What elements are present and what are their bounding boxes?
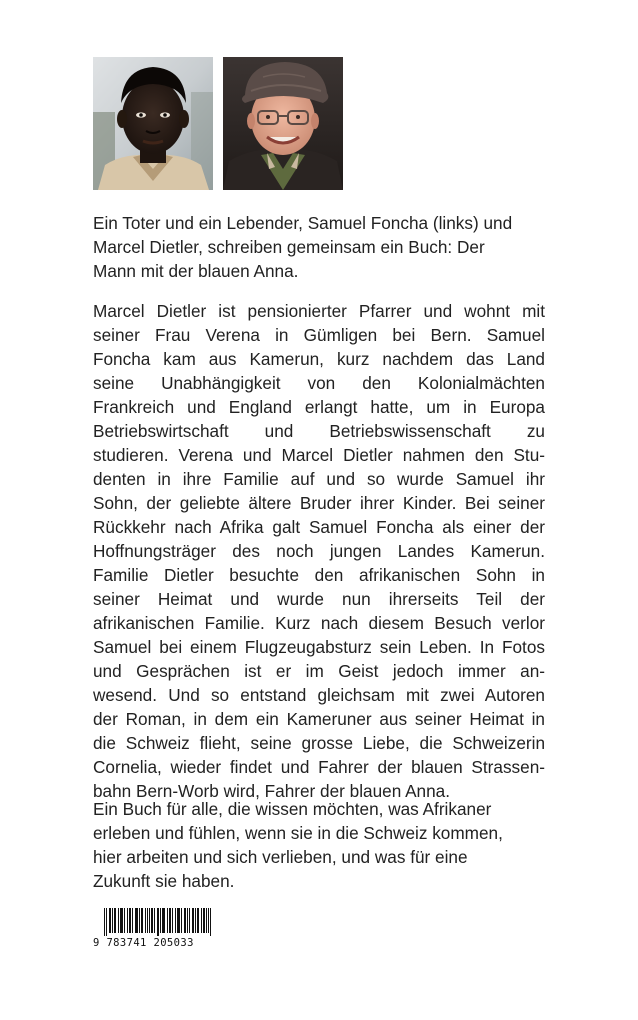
intro-line: Mann mit der blauen Anna. — [93, 261, 299, 281]
barcode-bar — [152, 908, 153, 933]
barcode-bar — [197, 908, 198, 933]
closing-line: erleben und fühlen, wenn sie in die Schweiz kommen, — [93, 823, 503, 843]
main-line: Samuel bei einem Flugzeugabsturz sein Leben. In Fotos — [93, 637, 545, 657]
barcode-bar — [145, 908, 146, 933]
main-line: Sohn, der geliebte ältere Bruder ihrer Kinder. Bei seiner — [93, 493, 545, 513]
barcode-bar — [181, 908, 182, 933]
barcode-bar — [149, 908, 150, 933]
main-line: die Schweiz flieht, seine grosse Liebe, die Schweizerin — [93, 733, 545, 753]
main-line: seiner Heimat und wurde nun ihrerseits Teil der — [93, 589, 545, 609]
barcode-bar — [104, 908, 105, 936]
barcode-bar — [135, 908, 136, 933]
barcode-bar — [172, 908, 173, 933]
barcode-bar — [208, 908, 209, 933]
barcode-bar — [163, 908, 164, 933]
portrait-elderly-man — [223, 57, 343, 190]
closing-line: Ein Buch für alle, die wissen möchten, was Afrikaner — [93, 799, 492, 819]
barcode-bar — [170, 908, 171, 933]
barcode-bar — [204, 908, 205, 933]
barcode-bar — [129, 908, 130, 933]
barcode-bar — [122, 908, 123, 933]
barcode-bars — [104, 908, 212, 936]
main-line: afrikanischen Familie. Kurz nach diesem Besuch verlor — [93, 613, 545, 633]
barcode-bar — [203, 908, 204, 933]
barcode-bar — [106, 908, 107, 936]
barcode-bar — [157, 908, 158, 936]
barcode-bar — [154, 908, 155, 933]
main-line: Rückkehr nach Afrika galt Samuel Foncha als einer der — [93, 517, 545, 537]
barcode-bar — [198, 908, 199, 933]
barcode-bar — [177, 908, 178, 933]
main-line: Cornelia, wieder findet und Fahrer der blauen Strassen- — [93, 757, 545, 777]
main-line: denten in ihre Familie auf und so wurde Samuel ihr — [93, 469, 545, 489]
barcode-bar — [115, 908, 116, 933]
isbn-barcode — [93, 908, 221, 956]
barcode-bar — [137, 908, 138, 933]
barcode-bar — [179, 908, 180, 933]
barcode-bar — [167, 908, 168, 933]
intro-line: Marcel Dietler, schreiben gemeinsam ein Buch: Der — [93, 237, 485, 257]
barcode-bar — [162, 908, 163, 933]
closing-paragraph — [93, 797, 545, 893]
barcode-bar — [120, 908, 121, 933]
barcode-bar — [187, 908, 188, 933]
barcode-bar — [164, 908, 165, 933]
main-line: Foncha kam aus Kamerun, kurz nachdem das Land — [93, 349, 545, 369]
barcode-bar — [124, 908, 125, 933]
main-line: seiner Frau Verena in Gümligen bei Bern. Samuel — [93, 325, 545, 345]
barcode-bar — [206, 908, 207, 933]
main-line: und Gesprächen ist er im Geist jedoch immer an- — [93, 661, 545, 681]
barcode-digits: 9 783741 205033 — [93, 937, 194, 949]
barcode-bar — [175, 908, 176, 933]
barcode-bar — [160, 908, 161, 933]
barcode-bar — [141, 908, 142, 933]
barcode-bar — [195, 908, 196, 933]
intro-line: Ein Toter und ein Lebender, Samuel Foncha (links) und — [93, 213, 513, 233]
main-line: Frankreich und England erlangt hatte, um in Europa — [93, 397, 545, 417]
barcode-bar — [130, 908, 131, 933]
barcode-bar — [178, 908, 179, 933]
barcode-bar — [184, 908, 185, 933]
barcode-bar — [158, 908, 159, 936]
main-line: Betriebswirtschaft und Betriebswissenschaft zu — [93, 421, 545, 441]
barcode-bar — [147, 908, 148, 933]
barcode-bar — [193, 908, 194, 933]
barcode-bar — [169, 908, 170, 933]
main-line: Marcel Dietler ist pensionierter Pfarrer und wohnt mit — [93, 301, 545, 321]
barcode-bar — [136, 908, 137, 933]
barcode-bar — [142, 908, 143, 933]
main-line: Hoffnungsträger des noch jungen Landes Kamerun. — [93, 541, 545, 561]
main-line: bahn Bern-Worb wird, Fahrer der blauen Anna. — [93, 781, 451, 801]
barcode-bar — [132, 908, 133, 933]
barcode-bar — [110, 908, 111, 933]
portrait-young-man — [93, 57, 213, 190]
barcode-bar — [109, 908, 110, 933]
barcode-bar — [121, 908, 122, 933]
barcode-bar — [192, 908, 193, 933]
barcode-bar — [118, 908, 119, 933]
barcode-bar — [151, 908, 152, 933]
closing-line: Zukunft sie haben. — [93, 871, 235, 891]
author-photos — [93, 57, 343, 190]
main-line: seine Unabhängigkeit von den Kolonialmächten — [93, 373, 545, 393]
barcode-bar — [185, 908, 186, 933]
barcode-bar — [139, 908, 140, 933]
photo-marcel-dietler — [223, 57, 343, 190]
photo-samuel-foncha — [93, 57, 213, 190]
main-line: studieren. Verena und Marcel Dietler nahmen den Stu- — [93, 445, 545, 465]
main-line: Familie Dietler besuchte den afrikanischen Sohn in — [93, 565, 545, 585]
intro-paragraph — [93, 211, 545, 283]
barcode-bar — [210, 908, 211, 936]
closing-line: hier arbeiten und sich verlieben, und was für eine — [93, 847, 468, 867]
barcode-bar — [201, 908, 202, 933]
barcode-bar — [112, 908, 113, 933]
main-line: der Roman, in dem ein Kameruner aus seiner Heimat in — [93, 709, 545, 729]
barcode-bar — [127, 908, 128, 933]
barcode-bar — [114, 908, 115, 933]
main-paragraph — [93, 299, 545, 803]
barcode-bar — [189, 908, 190, 933]
main-line: wesend. Und so entstand gleichsam mit zwei Autoren — [93, 685, 545, 705]
